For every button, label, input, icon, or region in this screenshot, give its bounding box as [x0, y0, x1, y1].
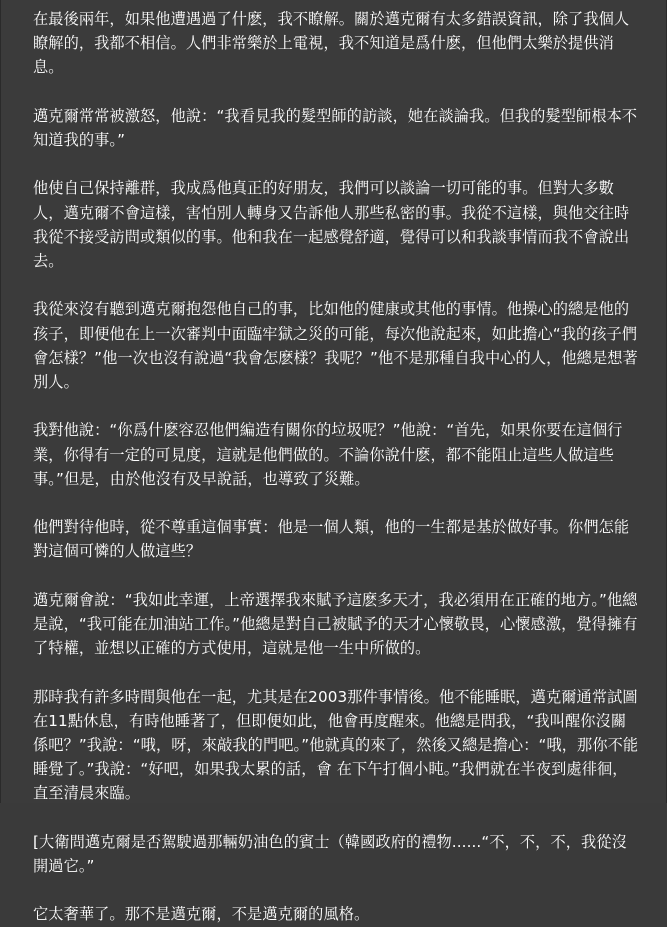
- paragraph-2: 邁克爾常常被激怒，他說：“我看見我的髮型師的訪談，她在談論我。但我的髮型師根本不知道我的事。”: [33, 106, 638, 149]
- paragraph-7: 邁克爾會說：“我如此幸運，上帝選擇我來賦予這麽多天才，我必須用在正確的地方。”他總是說，“我可能在加油站工作。”他總是對自己被賦予的天才心懷敬畏，心懷感激，覺得擁有了特權，並想以正確的方式使用，這就是他一生中所做的。: [33, 590, 638, 658]
- paragraph-3: 他使自己保持離群，我成爲他真正的好朋友，我們可以談論一切可能的事。但對大多數人，邁克爾不會這樣，害怕別人轉身又告訴他人那些私密的事。我從不這樣，與他交往時我從不接受訪問或類似的事。他和我在一起感覺舒適，覺得可以和我談事情而我不會說出去。: [33, 179, 630, 270]
- paragraph-1: 在最後兩年，如果他遭遇過了什麽，我不瞭解。關於邁克爾有太多錯誤資訊，除了我個人瞭解的，我都不相信。人們非常樂於上電視，我不知道是爲什麽，但他們太樂於提供消息。: [33, 10, 630, 77]
- article-body: [33, 7, 639, 927]
- paragraph-6: 他們對待他時，從不尊重這個事實：他是一個人類，他的一生都是基於做好事。你們怎能對這個可憐的人做這些？: [33, 518, 630, 561]
- paragraph-10: 它太奢華了。那不是邁克爾，不是邁克爾的風格。: [33, 905, 370, 924]
- paragraph-4: 我從來沒有聽到邁克爾抱怨他自己的事，比如他的健康或其他的事情。他操心的總是他的孩子，即便他在上一次審判中面臨牢獄之災的可能，每次他說起來，如此擔心“我的孩子們會怎樣？”他一次也沒有說過“我會怎麽樣？我呢？”他不是那種自我中心的人，他總是想著別人。: [33, 300, 638, 391]
- paragraph-5: 我對他說：“你爲什麽容忍他們編造有關你的垃圾呢？”他說：“首先，如果你要在這個行業，你得有一定的可見度，這就是他們做的。不論你說什麽，都不能阻止這些人做這些事。”但是，由於他沒有及早說話，也導致了災難。: [33, 421, 623, 488]
- paragraph-9: [大衛問邁克爾是否駕駛過那輛奶油色的賓士（韓國政府的禮物......“不，不，不，我從沒開過它。”: [33, 832, 627, 875]
- paragraph-8: 那時我有許多時間與他在一起，尤其是在2003那件事情後。他不能睡眠，邁克爾通常試圖在11點休息，有時他睡著了，但即便如此，他會再度醒來。他總是問我，“我叫醒你沒關係吧？”我說：“哦，呀，來敲我的門吧。”他就真的來了，然後又總是擔心：“哦，那你不能睡覺了。”我說：“好吧，如果我太累的話，會 在下午打個小盹。”我們就在半夜到處徘徊，直至清晨來臨。: [33, 687, 639, 803]
